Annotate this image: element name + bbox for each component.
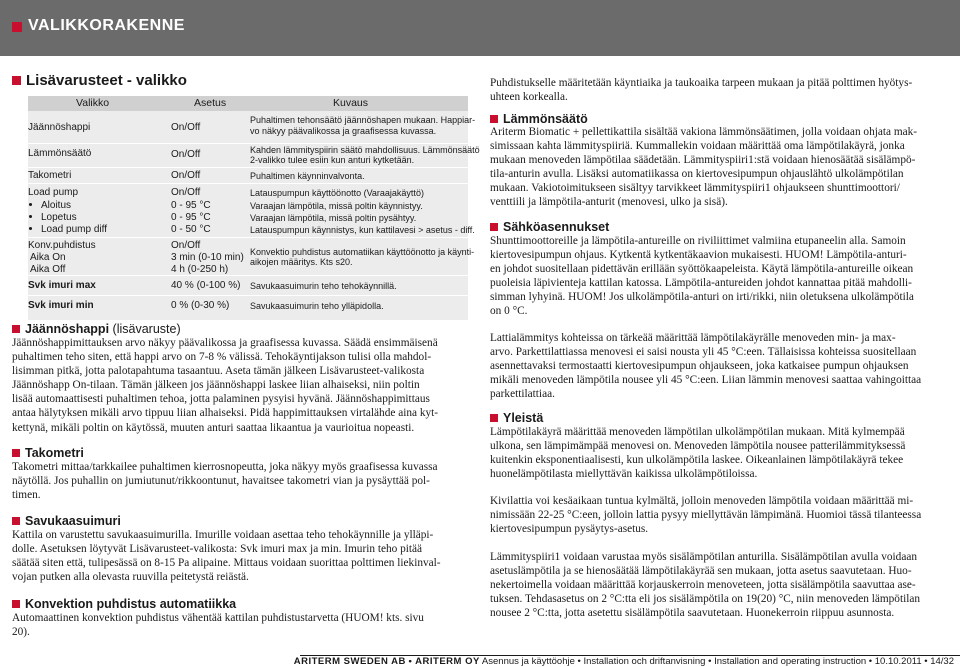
table-row-label: Jäännöshappi <box>28 122 91 133</box>
table-row-label: Lämmönsäätö <box>28 148 92 159</box>
square-bullet-icon <box>12 600 20 608</box>
page-title: VALIKKORAKENNE <box>28 17 185 34</box>
table-row-value: On/Off <box>171 187 201 198</box>
section-title-konvektion: Konvektion puhdistus automatiikka <box>12 597 236 611</box>
paragraph-intro: Puhdistukselle määritetään käyntiaika ja taukoaika tarpeen mukaan ja pitää polttimen hyötys- uhteen korkealla. <box>490 77 913 104</box>
table-subrow-label: Load pump diff <box>29 224 107 236</box>
section-title-lammonsaato: Lämmönsäätö <box>490 112 588 126</box>
table-row-value: On/Off <box>171 170 201 181</box>
square-bullet-icon <box>490 115 498 123</box>
paragraph-takometri: Takometri mittaa/tarkkailee puhaltimen kierrosnopeutta, joka näkyy myös graafisessa kuvassa näytöllä. Jos puhallin on jumiutunut/rikkoontunut, havaitsee takometri vian ja pysäyttää pol- timen. <box>12 461 438 502</box>
table-divider <box>28 143 468 144</box>
bullet-icon <box>29 227 32 230</box>
square-bullet-icon <box>490 414 498 422</box>
table-row-label: Takometri <box>28 170 72 181</box>
table-row-desc: 2-valikko tulee esiin kun anturi kytketään. <box>250 155 415 165</box>
table-subrow-desc: Varaajan lämpötila, missä poltin käynnistyy. <box>250 201 423 211</box>
table-divider <box>28 183 468 184</box>
table-row-value: On/Off <box>171 122 201 133</box>
table-row-desc: Latauspumpun käyttöönotto (Varaajakäyttö) <box>250 188 424 198</box>
table-subrow-value: 4 h (0-250 h) <box>171 264 229 275</box>
square-bullet-icon <box>12 449 20 457</box>
col-header-setting: Asetus <box>194 97 227 109</box>
table-row-value: On/Off <box>171 240 201 251</box>
section-title-lisavarusteet: Lisävarusteet - valikko <box>12 72 187 89</box>
section-title-yleista: Yleistä <box>490 411 543 425</box>
table-divider <box>28 167 468 168</box>
paragraph-lammityspiiri: Lämmityspiiri1 voidaan varustaa myös sisälämpötilan anturilla. Sisälämpötilan avulla voidaan asetuslämpötila ja se hienosäätää lämpötilakäyrää sen mukaan, jotta asetus saavutetaan. Huo- nekertoimella voidaan määrittää korjauskerroin menoveteen, jotta sisälämpötila saavuttaa ase- tuksen. Tehdasasetus on 2 °C:tta eli jos sisälämpötila on 19(20) °C, niin menoveden lämpötilan nousee 2 °C:tta, jotta asetettu sisälämpötila saavutetaan. Huonekerroin riippuu asunnosta. <box>490 551 921 620</box>
table-divider <box>28 295 468 296</box>
table-row-value: 40 % (0-100 %) <box>171 280 241 291</box>
square-bullet-icon <box>12 76 21 85</box>
square-bullet-icon <box>490 223 498 231</box>
section-title-savukaasuimuri: Savukaasuimuri <box>12 514 121 528</box>
section-title-sahkoasennukset: Sähköasennukset <box>490 220 609 234</box>
table-row-label: Svk imuri max <box>28 280 96 291</box>
table-row-desc: vo näkyy päävalikossa ja graafisessa kuvassa. <box>250 126 437 136</box>
table-subrow-label: Aika On <box>30 252 66 263</box>
paragraph-konvektion: Automaattinen konvektion puhdistus vähentää kattilan puhdistustarvetta (HUOM! kts. sivu 20). <box>12 612 424 639</box>
section-title-takometri: Takometri <box>12 446 84 460</box>
table-row-value: On/Off <box>171 149 201 160</box>
table-row-desc: Puhaltimen käynninvalvonta. <box>250 171 365 181</box>
square-bullet-icon <box>12 325 20 333</box>
bullet-icon <box>29 215 32 218</box>
table-subrow-value: 0 - 95 °C <box>171 200 211 211</box>
paragraph-lammonsaato: Ariterm Biomatic + pellettikattila sisältää vakiona lämmönsäätimen, jolla voidaan ohjata mak- simissaan kahta lämmityspiiriä. Kummallekin voidaan määrittää oma lämpötilakäyrä, jonka mukaan menoveden lämpötilaa säädetään. Lämmityspiiri1:stä voidaan hienosäätää sisälämpö- tila-anturin avulla. Lisäksi automatiikassa on kiertovesipumpun ohjauslähtö ulkolämpötilan mukaan. Vakiotoimitukseen sisältyy tarvikkeet lämmityspiiri1 ohjaukseen shunttimoottori/ venttiili ja lämpötila-anturit (menovesi, ulko ja sisä). <box>490 126 918 209</box>
table-row-desc: Savukaasuimurin teho ylläpidolla. <box>250 301 384 311</box>
table-subrow-desc: Latauspumpun käynnistys, kun kattilavesi > asetus - diff. <box>250 225 475 235</box>
paragraph-sahkoasennukset: Shunttimoottoreille ja lämpötila-antureille on riviliittimet valmiina etupaneelin alla. Samoin kiertovesipumpun ohjaus. Kytkentä kytkentäkaavion mukaisesti. HUOM! Lämpötila-anturi- en johdot suositellaan pidettävän erillään syöttökaapeleista. Käytä lämpötila-antureille oikean puoleisia läpivienteja kattilan katossa. Lämpötila-antureiden johdot kannattaa pitää mahdolli- simman lyhyinä. HUOM! Jos ulkolämpötila-anturi on irti/rikki, niin oletuksena ulkolämpötila on 0 °C. <box>490 235 914 318</box>
table-row-label: Svk imuri min <box>28 300 94 311</box>
section-title-jaannoshappi: Jäännöshappi (lisävaruste) <box>12 322 181 336</box>
table-row-desc: aikojen määritys. Kts s20. <box>250 257 353 267</box>
table-subrow-label: Lopetus <box>29 212 77 224</box>
col-header-menu: Valikko <box>76 97 110 109</box>
table-subrow-value: 0 - 95 °C <box>171 212 211 223</box>
paragraph-jaannoshappi: Jäännöshappimittauksen arvo näkyy päävalikossa ja graafisessa kuvassa. Säädä ensimmäisenä puhaltimen teho siten, että happi arvo on 7-8 % välissä. Tehokäyntijakson tulisi olla mahdol- lisimman pitkä, jotta palotapahtuma tasaantuu. Aseta tämän jälkeen Lisävarusteet-valikosta Jäännöshapp On-tilaan. Tämän jälkeen jos jäännöshappi laskee liian alhaiseksi, niin poltin lisää automaattisesti puhaltimen tehoa, jotta palaminen pysyisi hyvänä. Jäännöshappimittaus antaa hälytyksen mikäli arvo tippuu liian alhaiseksi. Pidä happimittauksen virtalähde aina kyt- kettynä, mikäli poltin on käytössä, muuten anturi saattaa likaantua ja vaurioitua nopeasti. <box>12 337 439 434</box>
page-header <box>0 0 960 56</box>
table-row-desc: Savukaasuimurin teho tehokäynnillä. <box>250 281 397 291</box>
table-row-desc: Kahden lämmityspiirin säätö mahdollisuus. Lämmönsäätö <box>250 145 480 155</box>
table-row-label: Konv.puhdistus <box>28 240 96 251</box>
table-subrow-label: Aika Off <box>30 264 66 275</box>
bullet-icon <box>29 203 32 206</box>
table-subrow-desc: Varaajan lämpötila, missä poltin pysähtyy. <box>250 213 417 223</box>
paragraph-savukaasuimuri: Kattila on varustettu savukaasuimurilla. Imurille voidaan asettaa teho tehokäynnille ja ylläpi- dolle. Asetuksen löytyvät Lisävarusteet-valikosta: Svk imuri max ja min. Imurin teho pitää säätää siten että, tulipesässä on 8-15 Pa alipaine. Mittaus voidaan suorittaa polttimen liekinval- vojan putken alla olevasta ruuvilla peitetystä reiästä. <box>12 529 441 584</box>
table-row-desc: Konvektio puhdistus automatiikan käyttöönotto ja käynti- <box>250 247 475 257</box>
table-divider <box>28 275 468 276</box>
page-footer <box>0 655 960 667</box>
table-subrow-value: 0 - 50 °C <box>171 224 211 235</box>
table-row-label: Load pump <box>28 187 79 198</box>
table-subrow-label: Aloitus <box>29 200 71 212</box>
table-divider <box>28 237 468 238</box>
footer-text: ARITERM SWEDEN AB • ARITERM OY Asennus ja käyttöohje • Installation och driftanvisning • Installation and operating instruction • 10.10.2011 • 14/32 <box>293 656 954 667</box>
table-row-value: 0 % (0-30 %) <box>171 300 230 311</box>
paragraph-kivilattia: Kivilattia voi kesäaikaan tuntua kylmältä, jolloin menoveden lämpötila voidaan määrittää mi- nimissään 22-25 °C:een, jolloin lattia pysyy miellyttävän lämpimänä. Huomioi tässä tilanteessa kiertovesipumpun pysäytys-asetus. <box>490 495 922 536</box>
square-bullet-icon <box>12 517 20 525</box>
paragraph-lattialammitys: Lattialämmitys kohteissa on tärkeää määrittää lämpötilakäyrälle menoveden min- ja max- arvo. Parkettilattiassa menovesi ei saisi nousta yli 45 °C:een. Tällaisissa kohteissa suositellaan asennettavaksi termostaatti kiertovesipumpun ohjaukseen, joka katkaisee pumpun ohjauksen mikäli menoveden lämpötila nousee yli 45 °C:een. Liian lämmin menovesi saattaa vahingoittaa parkettilattiaa. <box>490 332 922 401</box>
header-square-icon <box>12 22 22 32</box>
table-row-desc: Puhaltimen tehonsäätö jäännöshapen mukaan. Happiar- <box>250 115 476 125</box>
table-header <box>28 96 468 111</box>
table-subrow-value: 3 min (0-10 min) <box>171 252 244 263</box>
paragraph-yleista: Lämpötilakäyrä määrittää menoveden lämpötilan ulkolämpötilan mukaan. Mitä kylmempää ulkona, sen lämpimämpää menovesi on. Menoveden lämpötila nousee patterilämmityksessä kuitenkin eksponentiaalisesti, kun ulkolämpötila laskee. Oikeanlainen lämpötilakäyrä tekee huonelämpötilasta miellyttävän kaikissa ulkolämpötiloissa. <box>490 426 906 481</box>
col-header-description: Kuvaus <box>333 97 369 109</box>
